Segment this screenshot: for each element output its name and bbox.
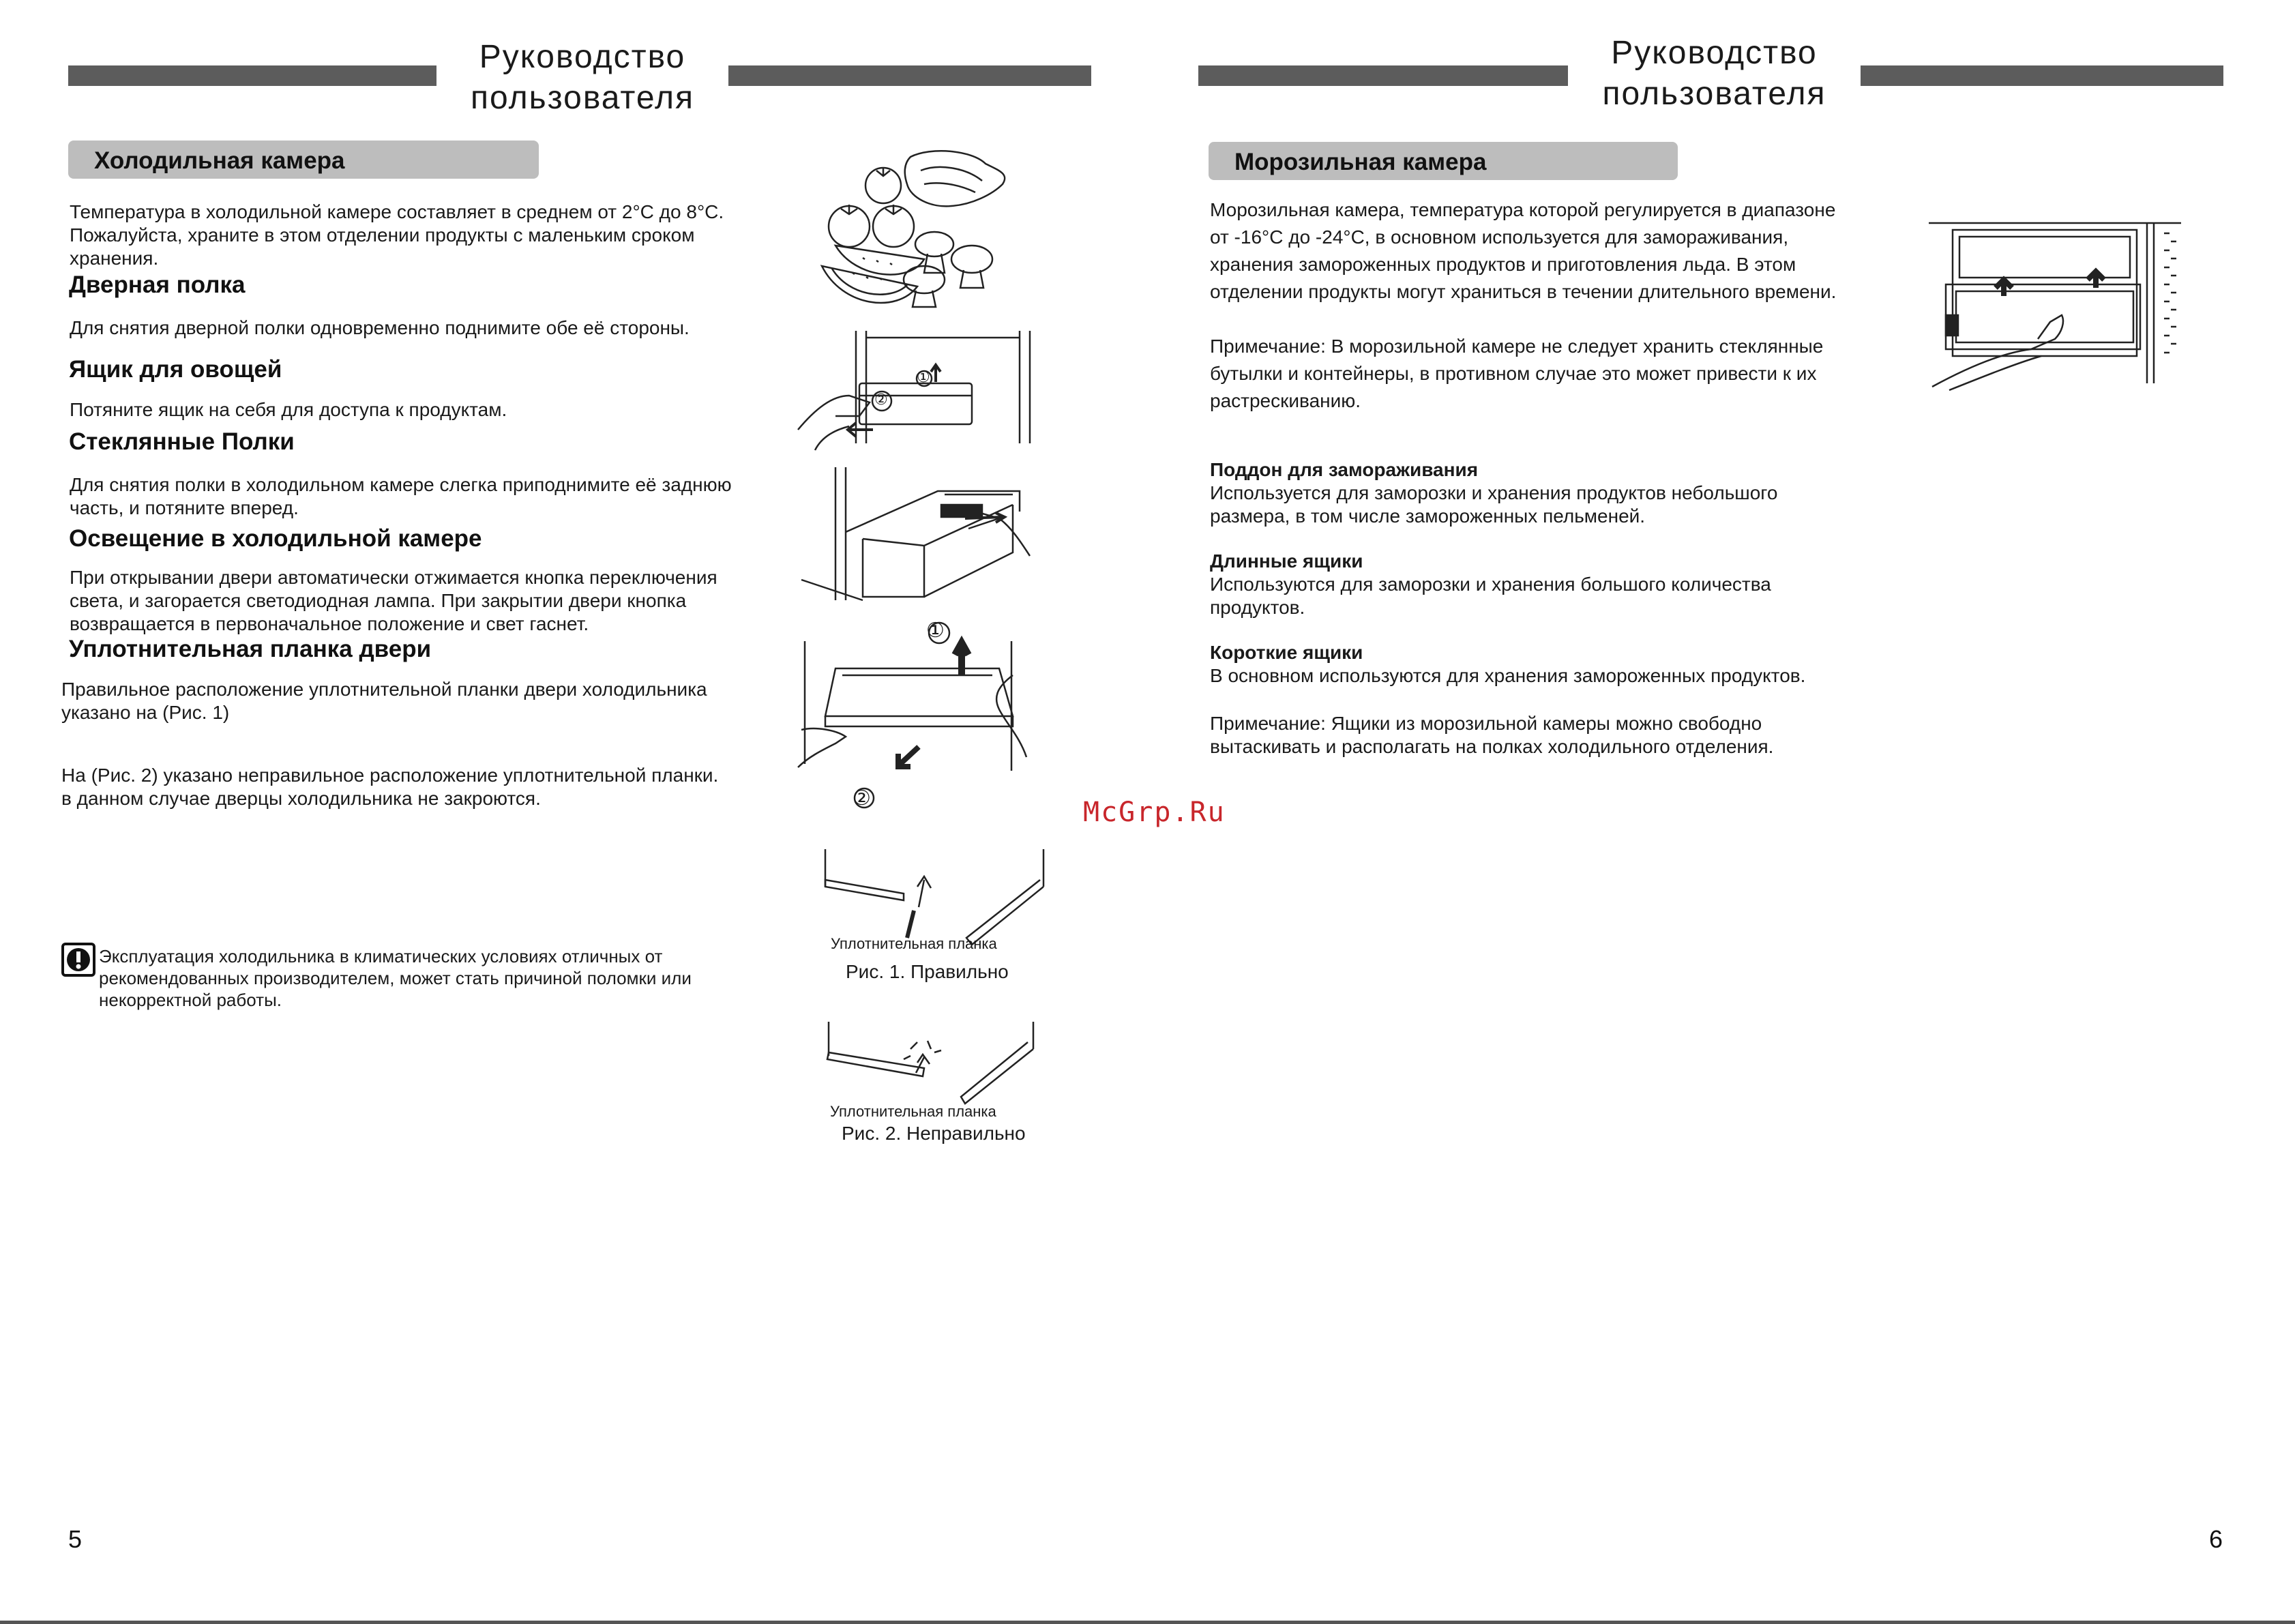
seal-text-2: На (Рис. 2) указано неправильное расположение уплотнительной планки. в данном случае дверцы холодильника не закроются. (61, 765, 719, 809)
door-shelf-illustration (795, 327, 1040, 450)
freezer-drawer-illustration (1929, 220, 2181, 390)
veg-drawer-illustration (795, 464, 1040, 600)
seal-figure-2 (815, 1022, 1040, 1110)
header-bar-left-1 (68, 65, 436, 86)
watermark: McGrp.Ru (1083, 797, 1226, 828)
exclamation-icon (61, 943, 95, 977)
glass-shelf-illustration (795, 614, 1040, 778)
door-shelf-heading: Дверная полка (69, 271, 246, 298)
long-boxes-block: Длинные ящики Используются для заморозки и хранения большого количества продуктов. (1210, 550, 1771, 618)
door-shelf-step1: ① (917, 368, 930, 385)
lighting-text: При открывании двери автоматически отжимается кнопка переключения света, и загорается светодиодная лампа. При закрытии двери кнопка возвращается в первоначальное положение и свет гаснет. (70, 567, 717, 634)
lighting-heading: Освещение в холодильной камере (69, 525, 482, 552)
door-shelf-step2: ② (874, 391, 888, 408)
freezer-note-1: Примечание: В морозильной камере не следует хранить стеклянные бутылки и контейнеры, в противном случае это может привести к их растрескиванию. (1210, 336, 1824, 411)
freezer-section-title: Морозильная камера (1234, 149, 1487, 175)
left-page-title: Руководство пользователя (471, 39, 694, 116)
freezer-section-band (1209, 142, 1678, 180)
long-boxes-heading: Длинные ящики (1210, 550, 1363, 572)
header-bar-left-2 (728, 65, 1091, 86)
page-number-left: 5 (68, 1525, 83, 1553)
glass-shelves-text: Для снятия полки в холодильном камере слегка приподнимите её заднюю часть, и потяните вперед. (70, 474, 732, 518)
short-boxes-heading: Короткие ящики (1210, 642, 1363, 663)
fig2-caption: Рис. 2. Неправильно (842, 1123, 1026, 1144)
fridge-section-title: Холодильная камера (94, 147, 345, 174)
right-page-title: Руководство пользователя (1602, 35, 1826, 112)
fig2-label: Уплотнительная планка (830, 1103, 996, 1120)
glass-shelf-step1: ① (926, 619, 945, 642)
seal-text-1: Правильное расположение уплотнительной планки двери холодильника указано на (Рис. 1) (61, 679, 707, 723)
tray-heading: Поддон для замораживания (1210, 459, 1479, 480)
header-bar-right-1 (1198, 65, 1568, 86)
page-number-right: 6 (2209, 1525, 2223, 1553)
header-bar-right-2 (1861, 65, 2223, 86)
glass-shelf-step2: ② (853, 787, 871, 810)
seal-heading: Уплотнительная планка двери (69, 636, 432, 662)
vegetables-illustration (815, 143, 1040, 314)
footer-line (0, 1621, 2295, 1624)
fig1-caption: Рис. 1. Правильно (846, 961, 1009, 982)
door-shelf-text: Для снятия дверной полки одновременно поднимите обе её стороны. (70, 317, 690, 338)
fig1-label: Уплотнительная планка (831, 935, 997, 952)
short-boxes-block: Короткие ящики В основном используются для хранения замороженных продуктов. (1210, 642, 1806, 686)
tray-block: Поддон для замораживания Используется для заморозки и хранения продуктов небольшого размера, в том числе замороженных пельменей. (1210, 459, 1778, 527)
freezer-intro: Морозильная камера, температура которой регулируется в диапазоне от -16°C до -24°C, в основном используется для замораживания, хранения замороженных продуктов и приготовления льда. В этом отделении продукты могут храниться в течении длительного времени. (1210, 199, 1837, 302)
glass-shelves-heading: Стеклянные Полки (69, 428, 295, 455)
fridge-intro: Температура в холодильной камере составляет в среднем от 2°C до 8°C. Пожалуйста, храните в этом отделении продукты с маленьким сроком хранения. (70, 201, 724, 269)
seal-figure-1 (815, 849, 1040, 938)
warning-text: Эксплуатация холодильника в климатических условиях отличных от рекомендованных производителем, может стать причиной поломки или некорректной работы. (99, 946, 692, 1010)
freezer-note-2: Примечание: Ящики из морозильной камеры можно свободно вытаскивать и располагать на полках холодильного отделения. (1210, 713, 1774, 757)
fridge-section-band (68, 141, 539, 179)
veg-box-heading: Ящик для овощей (69, 356, 282, 383)
veg-box-text: Потяните ящик на себя для доступа к продуктам. (70, 399, 507, 420)
